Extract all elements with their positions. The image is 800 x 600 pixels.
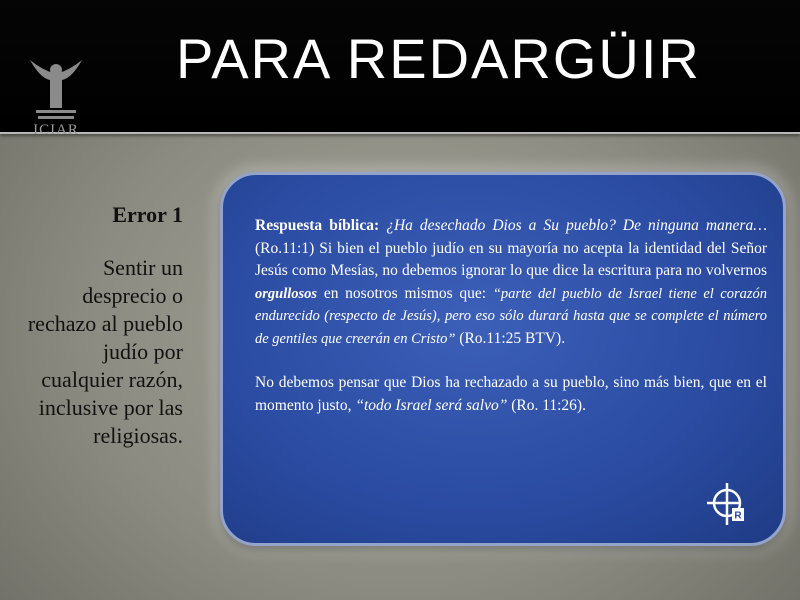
logo-text: ICIAR: [33, 122, 79, 138]
left-panel: [20, 200, 183, 450]
answer-paragraph-1: [255, 215, 767, 350]
bible-ref-2: (Ro.11:25 BTV).: [459, 329, 566, 347]
emphasis-word: orgullosos: [255, 285, 318, 302]
answer-label: Respuesta bíblica:: [255, 217, 380, 234]
bible-quote-1: ¿Ha desechado Dios a Su pueblo? De ninguna manera…: [386, 217, 767, 234]
error-heading: Error 1: [112, 202, 183, 227]
header-bar: [0, 0, 800, 138]
answer-text-2: No debemos pensar que Dios ha rechazado a su pueblo, sino más bien, que en el momento justo,: [255, 374, 767, 414]
bible-ref-3: (Ro. 11:26).: [511, 396, 586, 414]
crosshair-icon: [707, 481, 753, 527]
badge-letter: R: [734, 510, 742, 522]
answer-mid-text: en nosotros mismos que:: [323, 284, 487, 302]
bible-ref-1: (Ro.11:1) Si bien el pueblo judío en su mayoría no acepta la identidad del Señor Jesús como Mesías, no debemos ignorar lo que dice la escritura para no volvernos: [255, 239, 767, 279]
bible-quote-3: “todo Israel será salvo”: [355, 396, 508, 414]
answer-text: [255, 215, 767, 417]
answer-card: [220, 172, 786, 546]
error-description: Sentir un desprecio o rechazo al pueblo judío por cualquier razón, inclusive por las religiosas.: [27, 255, 183, 448]
logo: [26, 56, 86, 140]
bible-quote-2: “parte del pueblo de Israel tiene el corazón endurecido (respecto de Jesús), pero eso sólo durará hasta que se complete el número de gentiles que creerán en Cristo”: [255, 285, 768, 347]
page-title: PARA REDARGÜIR: [176, 27, 701, 90]
person-arms-raised-logo: [26, 56, 86, 126]
answer-paragraph-2: [255, 372, 767, 417]
